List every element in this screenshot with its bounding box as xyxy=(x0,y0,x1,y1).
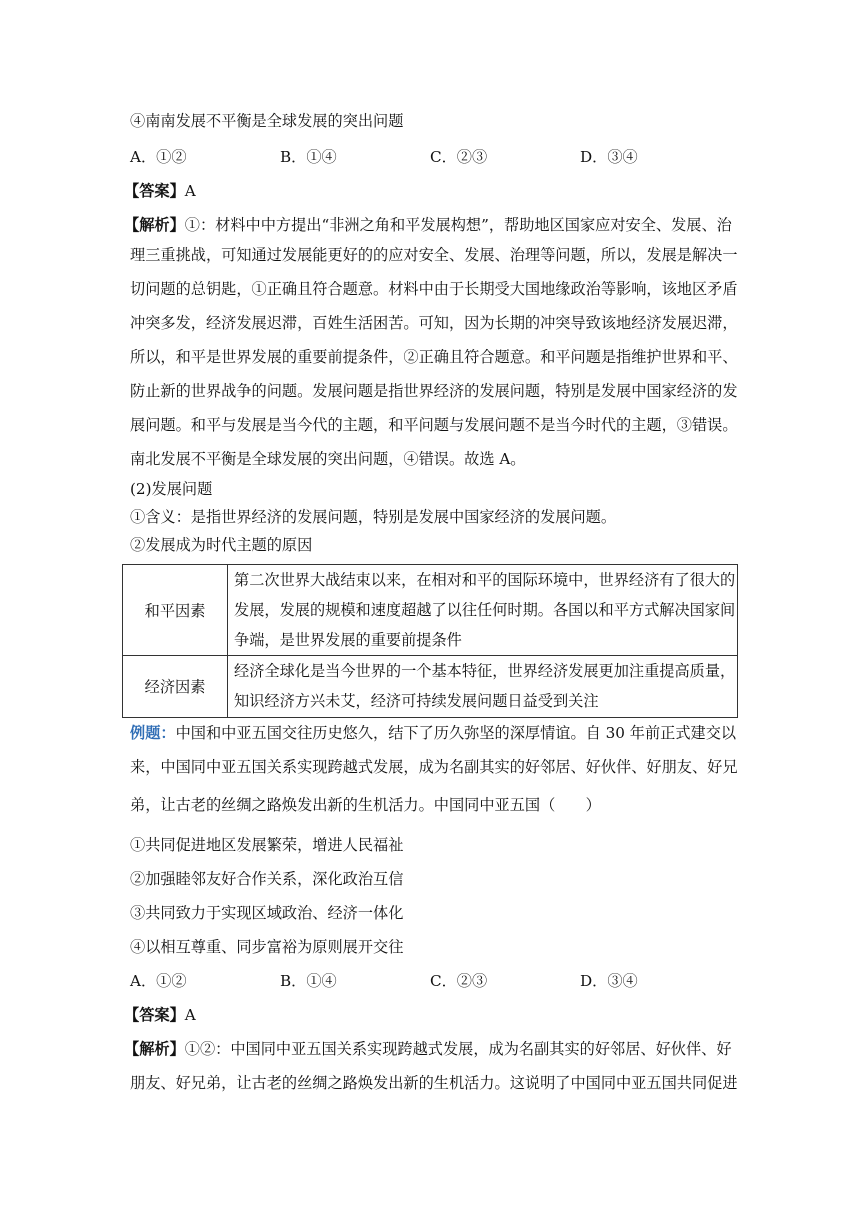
analysis-text: ①②：中国同中亚五国关系实现跨越式发展，成为名副其实的好邻居、好伙伴、好 xyxy=(184,1040,732,1058)
statement-4: ④南南发展不平衡是全球发展的突出问题 xyxy=(130,112,404,130)
analysis-text: 冲突多发，经济发展迟滞，百姓生活困苦。可知，因为长期的冲突导致该地经济发展迟滞， xyxy=(130,314,738,332)
option-c: C．②③ xyxy=(430,972,488,990)
reasons-table xyxy=(122,564,738,718)
option-d: D．③④ xyxy=(580,148,638,166)
answer-line xyxy=(124,180,196,201)
analysis-text: 切问题的总钥匙，①正确且符合题意。材料中由于长期受大国地缘政治等影响，该地区矛盾 xyxy=(130,280,738,298)
table-row-key: 和平因素 xyxy=(123,565,228,656)
example-statement: ①共同促进地区发展繁荣，增进人民福祉 xyxy=(130,836,404,854)
analysis-text: 展问题。和平与发展是当今代的主题，和平问题与发展问题不是当今时代的主题，③错误。 xyxy=(130,416,738,434)
analysis-text: ①：材料中中方提出“非洲之角和平发展构想”，帮助地区国家应对安全、发展、治 xyxy=(184,216,732,234)
example-text: 来，中国同中亚五国关系实现跨越式发展，成为名副其实的好邻居、好伙伴、好朋友、好兄 xyxy=(130,758,738,776)
option-b: B．①④ xyxy=(280,972,337,990)
table-row xyxy=(123,656,738,718)
analysis-line xyxy=(124,1038,732,1059)
table-row-key: 经济因素 xyxy=(123,656,228,718)
analysis-line xyxy=(124,214,732,235)
answer-value: A xyxy=(184,182,196,200)
analysis-text: 理三重挑战，可知通过发展能更好的的应对安全、发展、治理等问题，所以，发展是解决一 xyxy=(130,246,738,264)
section-heading: (2)发展问题 xyxy=(130,480,213,498)
example-statement: ②加强睦邻友好合作关系，深化政治互信 xyxy=(130,870,404,888)
table-cell-line: 争端，是世界发展的重要前提条件 xyxy=(234,631,462,649)
analysis-label: 【解析】 xyxy=(124,216,185,234)
option-b: B．①④ xyxy=(280,148,337,166)
table-cell-line: 经济全球化是当今世界的一个基本特征，世界经济发展更加注重提高质量， xyxy=(234,662,736,680)
option-c: C．②③ xyxy=(430,148,488,166)
answer-label: 【答案】 xyxy=(124,1006,185,1024)
table-cell-line: 知识经济方兴未艾，经济可持续发展问题日益受到关注 xyxy=(234,692,599,710)
table-row-value xyxy=(228,565,738,656)
analysis-label: 【解析】 xyxy=(124,1040,185,1058)
option-a: A．①② xyxy=(130,148,187,166)
option-d: D．③④ xyxy=(580,972,638,990)
analysis-text: 南北发展不平衡是全球发展的突出问题，④错误。故选 A。 xyxy=(130,450,526,468)
analysis-text: 朋友、好兄弟，让古老的丝绸之路焕发出新的生机活力。这说明了中国同中亚五国共同促进 xyxy=(130,1074,738,1092)
answer-label: 【答案】 xyxy=(124,182,185,200)
table-cell-line: 发展，发展的规模和速度超越了以往任何时期。各国以和平方式解决国家间 xyxy=(234,601,736,619)
answer-line xyxy=(124,1004,196,1025)
example-statement: ④以相互尊重、同步富裕为原则展开交往 xyxy=(130,938,404,956)
example-text: 弟，让古老的丝绸之路焕发出新的生机活力。中国同中亚五国（ ） xyxy=(130,796,601,814)
table-row xyxy=(123,565,738,656)
example-text: 中国和中亚五国交往历史悠久，结下了历久弥坚的深厚情谊。自 30 年前正式建交以 xyxy=(175,724,737,742)
analysis-text: 所以，和平是世界发展的重要前提条件，②正确且符合题意。和平问题是指维护世界和平、 xyxy=(130,348,738,366)
section-reason-title: ②发展成为时代主题的原因 xyxy=(130,536,313,554)
section-meaning: ①含义：是指世界经济的发展问题，特别是发展中国家经济的发展问题。 xyxy=(130,508,616,526)
example-statement: ③共同致力于实现区域政治、经济一体化 xyxy=(130,904,404,922)
table-row-value xyxy=(228,656,738,718)
example-line xyxy=(130,722,736,743)
table-cell-line: 第二次世界大战结束以来，在相对和平的国际环境中，世界经济有了很大的 xyxy=(234,571,736,589)
analysis-text: 防止新的世界战争的问题。发展问题是指世界经济的发展问题，特别是发展中国家经济的发 xyxy=(130,382,738,400)
answer-value: A xyxy=(184,1006,196,1024)
example-label: 例题： xyxy=(130,724,176,742)
option-a: A．①② xyxy=(130,972,187,990)
